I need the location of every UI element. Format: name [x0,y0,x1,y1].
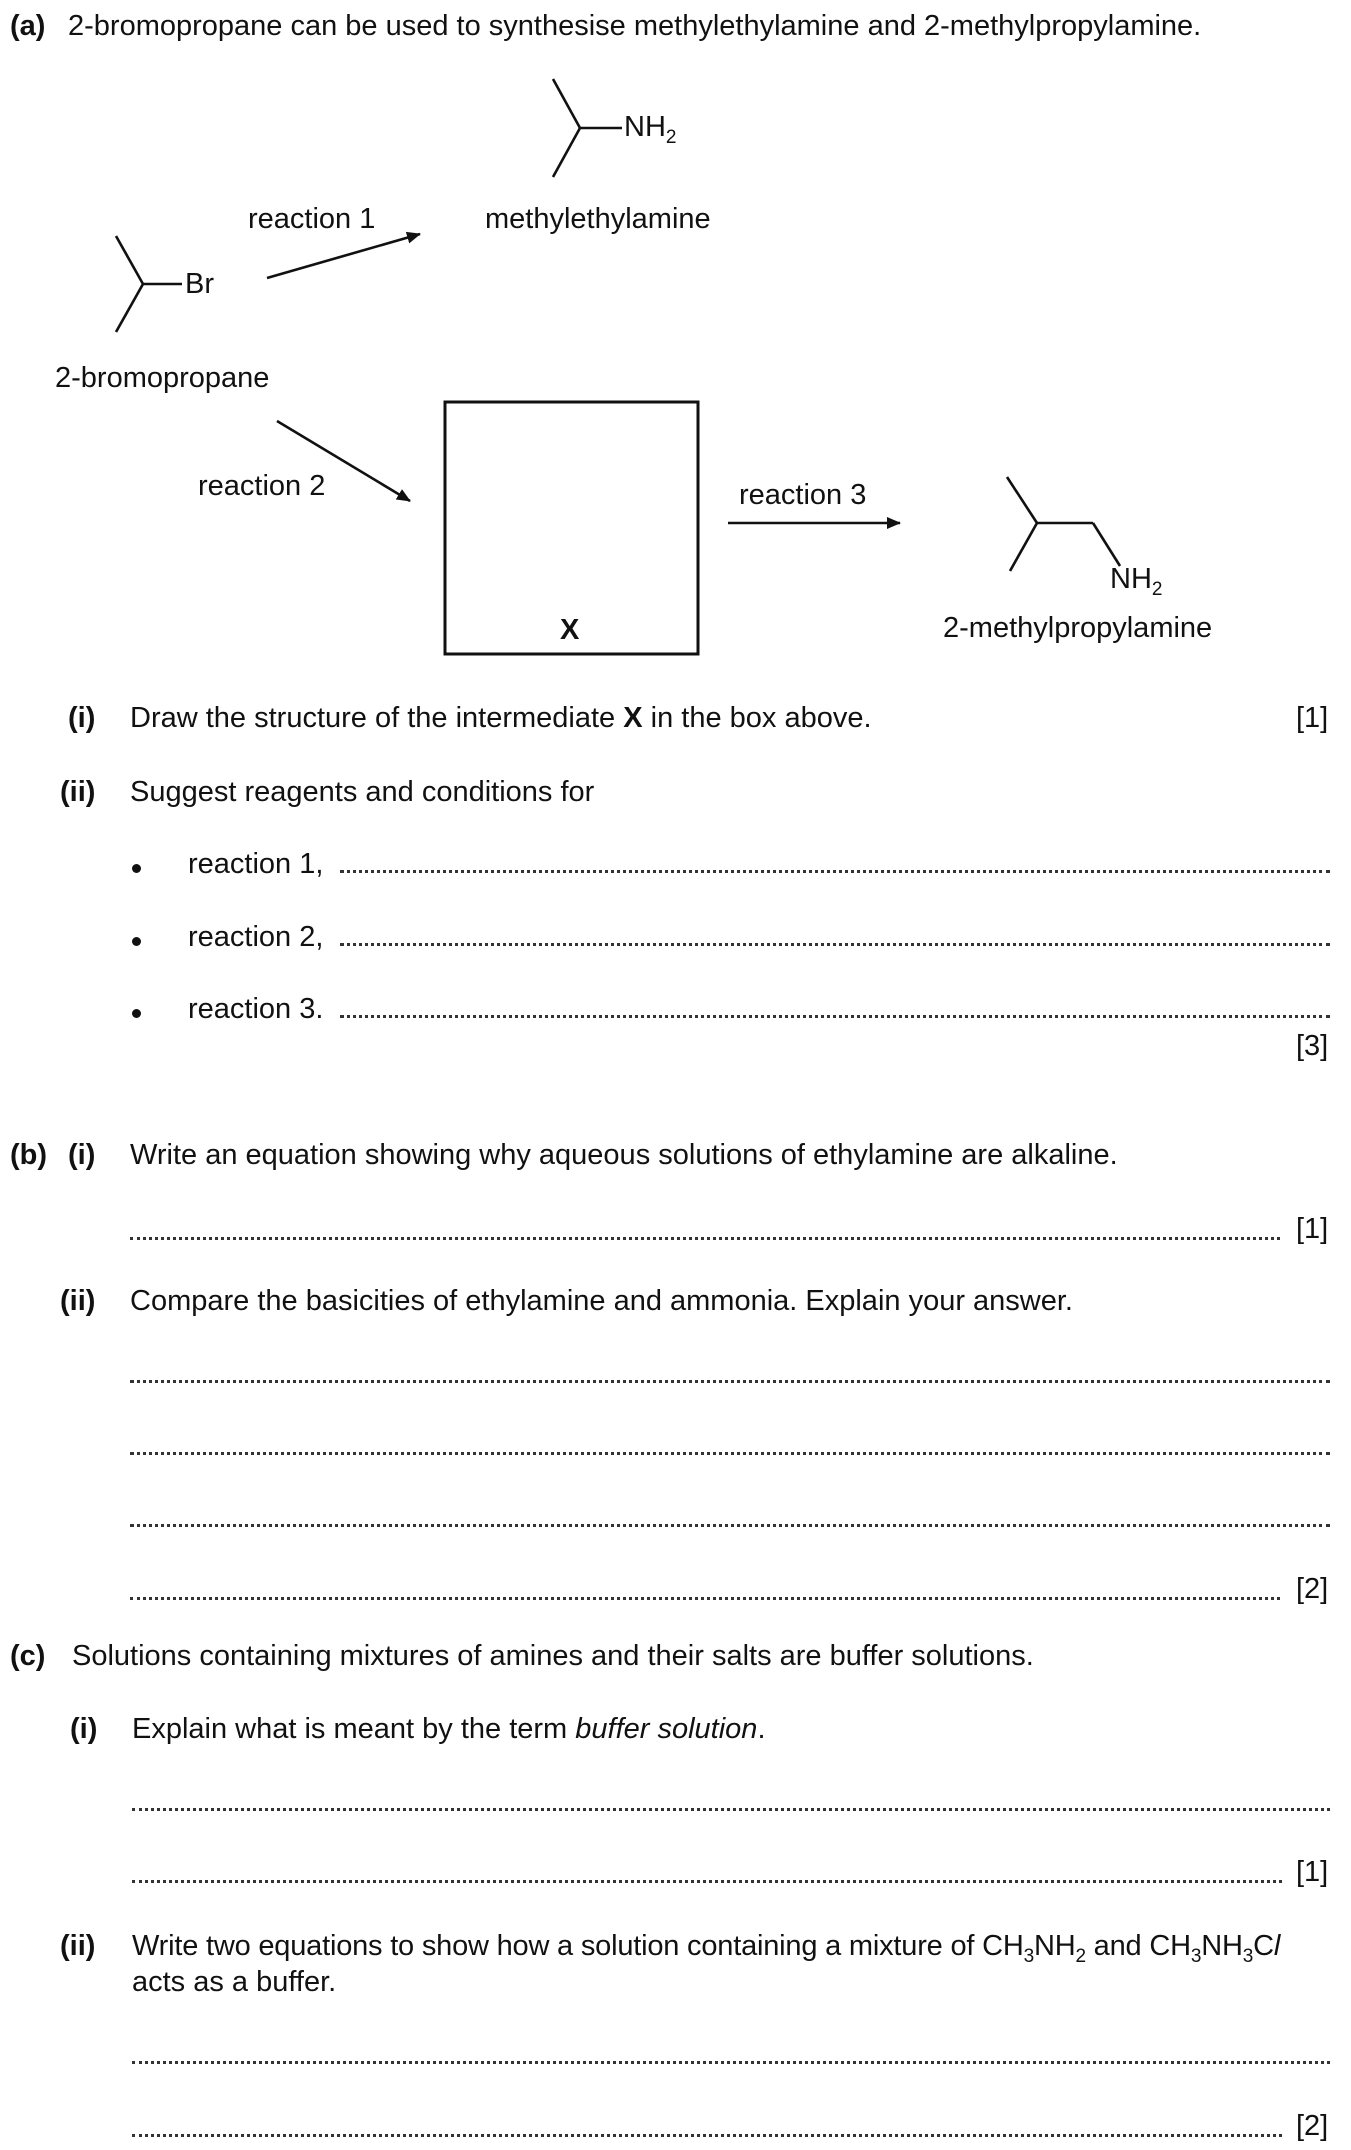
reaction2-label: reaction 2 [198,470,326,502]
answer-line-reaction2[interactable] [340,943,1330,946]
methylethylamine-structure [553,79,622,177]
bullet-dot [132,864,141,873]
reaction3-label: reaction 3 [739,479,867,511]
part-a-ii-question: Suggest reagents and conditions for [130,776,595,808]
part-c-i-question: Explain what is meant by the term buffer solution. [132,1713,766,1745]
part-c-ii-question-line2: acts as a buffer. [132,1966,337,1998]
answer-line-b-i[interactable] [130,1237,1280,1240]
part-c-i-label: (i) [70,1713,98,1745]
bullet-reaction2: reaction 2, [188,921,324,953]
part-a-stem: 2-bromopropane can be used to synthesise methylethylamine and 2-methylpropylamine. [68,10,1202,42]
answer-line-reaction1[interactable] [340,870,1330,873]
part-b-ii-mark: [2] [1296,1573,1329,1605]
answer-line-b-ii-1[interactable] [130,1380,1330,1383]
part-a-i-mark: [1] [1296,702,1329,734]
box-x-label: X [560,614,580,646]
answer-line-reaction3[interactable] [340,1015,1330,1018]
answer-line-b-ii-4[interactable] [130,1597,1280,1600]
answer-line-c-ii-2[interactable] [132,2134,1282,2137]
part-b-ii-question: Compare the basicities of ethylamine and ammonia. Explain your answer. [130,1285,1073,1317]
bromopropane-name: 2-bromopropane [55,362,270,394]
part-c-ii-mark: [2] [1296,2110,1329,2142]
bullet-reaction3: reaction 3. [188,993,324,1025]
part-b-label: (b) [10,1139,48,1171]
methylethylamine-nh2-label: $NH_2$ [624,111,677,148]
reaction1-arrow [267,234,420,278]
reaction1-label: reaction 1 [248,203,376,235]
methylethylamine-name: methylethylamine [485,203,711,235]
part-c-i-mark: [1] [1296,1856,1329,1888]
bullet-dot [132,937,141,946]
part-a-ii-label: (ii) [60,776,96,808]
part-a-i-question: Draw the structure of the intermediate X in the box above. [130,702,872,734]
answer-line-c-ii-1[interactable] [132,2061,1330,2064]
answer-line-b-ii-3[interactable] [130,1524,1330,1527]
part-b-i-question: Write an equation showing why aqueous solutions of ethylamine are alkaline. [130,1139,1118,1171]
part-c-ii-question-line1: Write two equations to show how a solution containing a mixture of $CH_3NH_2$ and $CH_3NH_3Cl$ [132,1930,1281,1967]
part-a-ii-mark: [3] [1296,1030,1329,1062]
part-c-label: (c) [10,1640,46,1672]
part-b-i-mark: [1] [1296,1213,1329,1245]
bromopropane-structure [116,236,182,332]
part-c-ii-label: (ii) [60,1930,96,1962]
br-label: Br [185,268,214,300]
answer-line-b-ii-2[interactable] [130,1452,1330,1455]
bullet-reaction1: reaction 1, [188,848,324,880]
methylpropylamine-nh2-label: $NH_2$ [1110,563,1163,600]
part-a-label: (a) [10,10,46,42]
methylpropylamine-name: 2-methylpropylamine [943,612,1213,644]
part-c-stem: Solutions containing mixtures of amines and their salts are buffer solutions. [72,1640,1034,1672]
part-b-i-label: (i) [68,1139,96,1171]
bullet-dot [132,1009,141,1018]
answer-line-c-i-2[interactable] [132,1880,1282,1883]
methylpropylamine-structure [1007,477,1120,571]
answer-line-c-i-1[interactable] [132,1808,1330,1811]
part-b-ii-label: (ii) [60,1285,96,1317]
part-a-i-label: (i) [68,702,96,734]
